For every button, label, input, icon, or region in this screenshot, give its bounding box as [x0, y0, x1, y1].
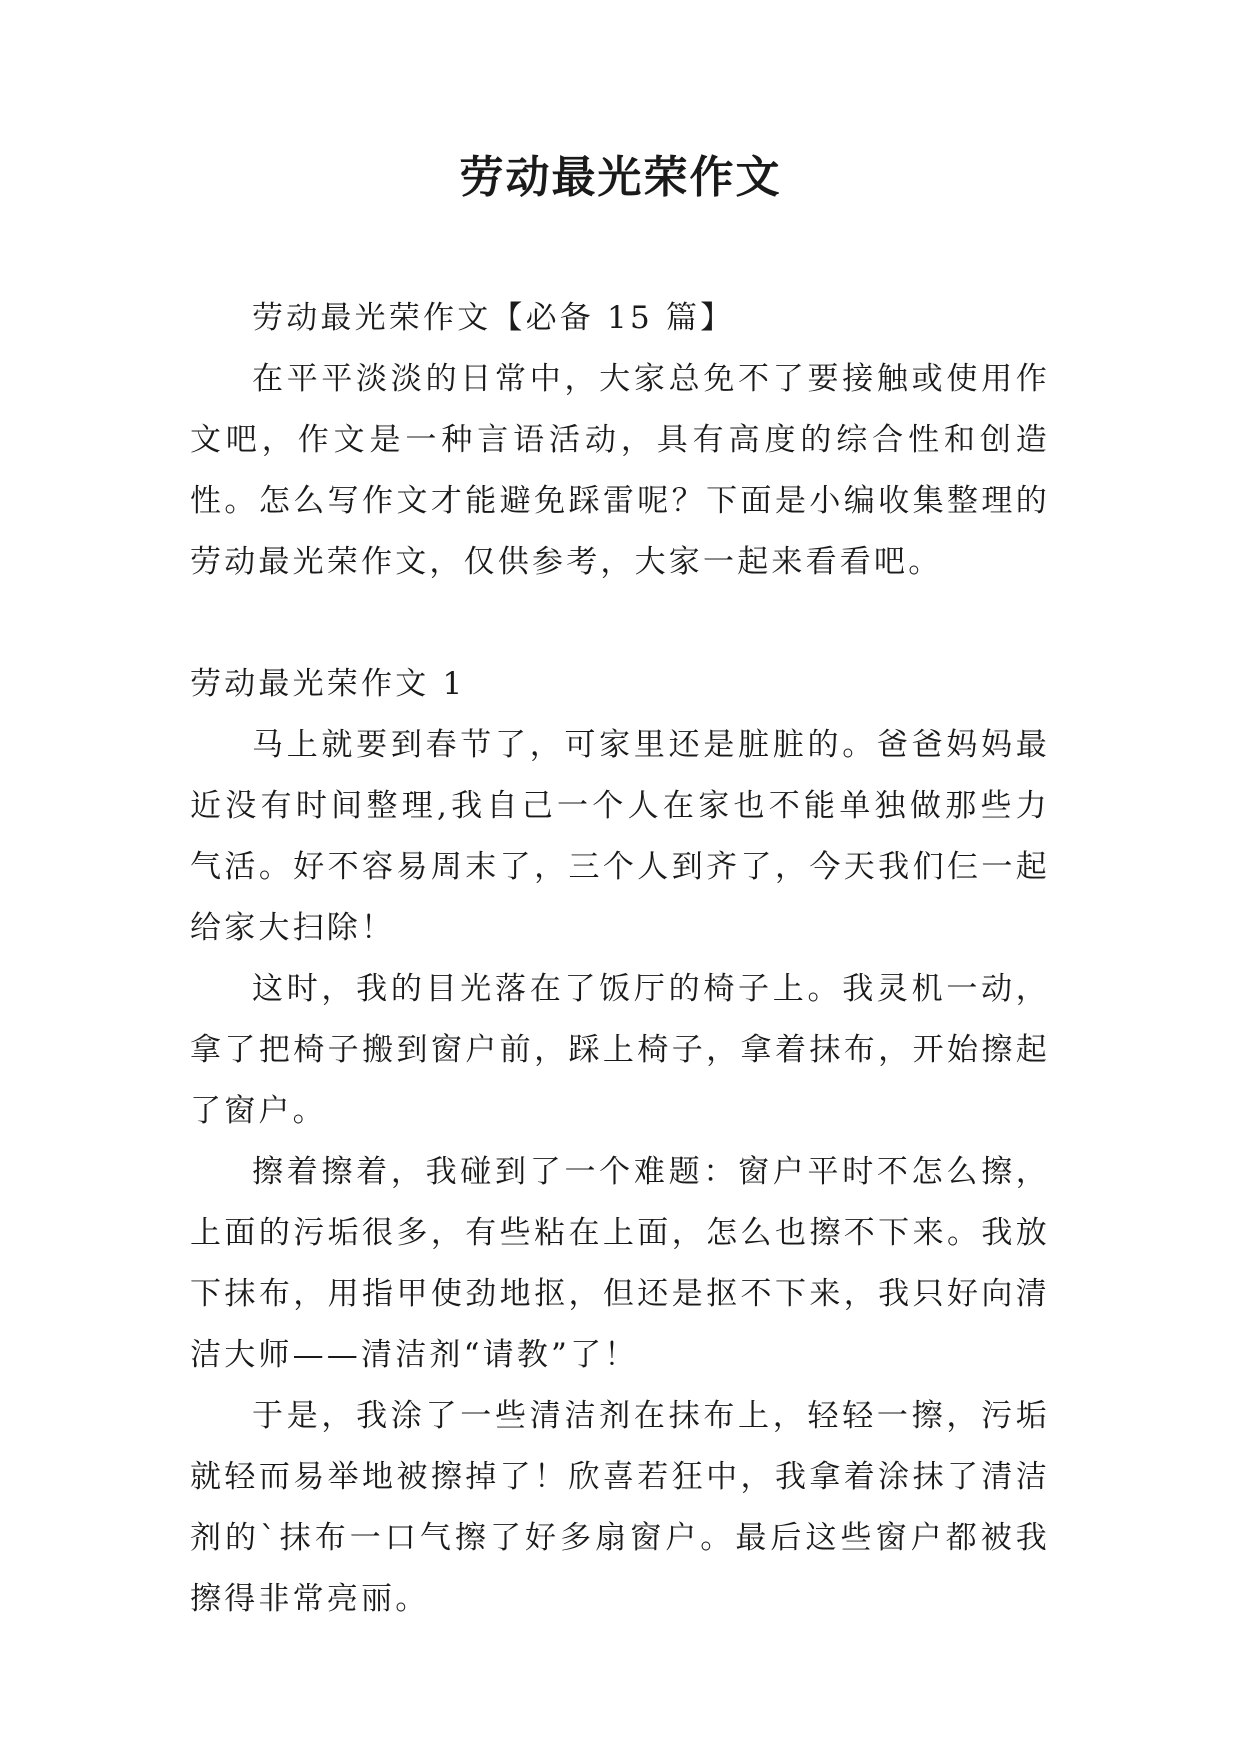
body-paragraph: 擦着擦着，我碰到了一个难题：窗户平时不怎么擦，上面的污垢很多，有些粘在上面，怎么也擦不下来。我放下抹布，用指甲使劲地抠，但还是抠不下来，我只好向清洁大师——清洁剂“请教”了！ — [190, 1154, 1050, 1373]
body-paragraph: 马上就要到春节了，可家里还是脏脏的。爸爸妈妈最近没有时间整理,我自己一个人在家也不能单独做那些力气活。好不容易周末了，三个人到齐了，今天我们仨一起给家大扫除！ — [190, 727, 1050, 946]
document-title: 劳动最光荣作文 — [459, 152, 782, 203]
intro-paragraph: 在平平淡淡的日常中，大家总免不了要接触或使用作文吧，作文是一种言语活动，具有高度的综合性和创造性。怎么写作文才能避免踩雷呢？下面是小编收集整理的劳动最光荣作文，仅供参考，大家一起来看看吧。 — [190, 361, 1050, 580]
subtitle-paragraph: 劳动最光荣作文【必备 15 篇】 — [252, 300, 735, 336]
body-paragraph: 这时，我的目光落在了饭厅的椅子上。我灵机一动，拿了把椅子搬到窗户前，踩上椅子，拿着抹布，开始擦起了窗户。 — [190, 971, 1050, 1129]
paragraph-gap — [190, 593, 1050, 654]
document-body — [190, 288, 1050, 1630]
section-heading: 劳动最光荣作文 1 — [190, 666, 466, 702]
body-paragraph: 于是，我涂了一些清洁剂在抹布上，轻轻一擦，污垢就轻而易举地被擦掉了！欣喜若狂中，我拿着涂抹了清洁剂的`抹布一口气擦了好多扇窗户。最后这些窗户都被我擦得非常亮丽。 — [190, 1398, 1050, 1617]
